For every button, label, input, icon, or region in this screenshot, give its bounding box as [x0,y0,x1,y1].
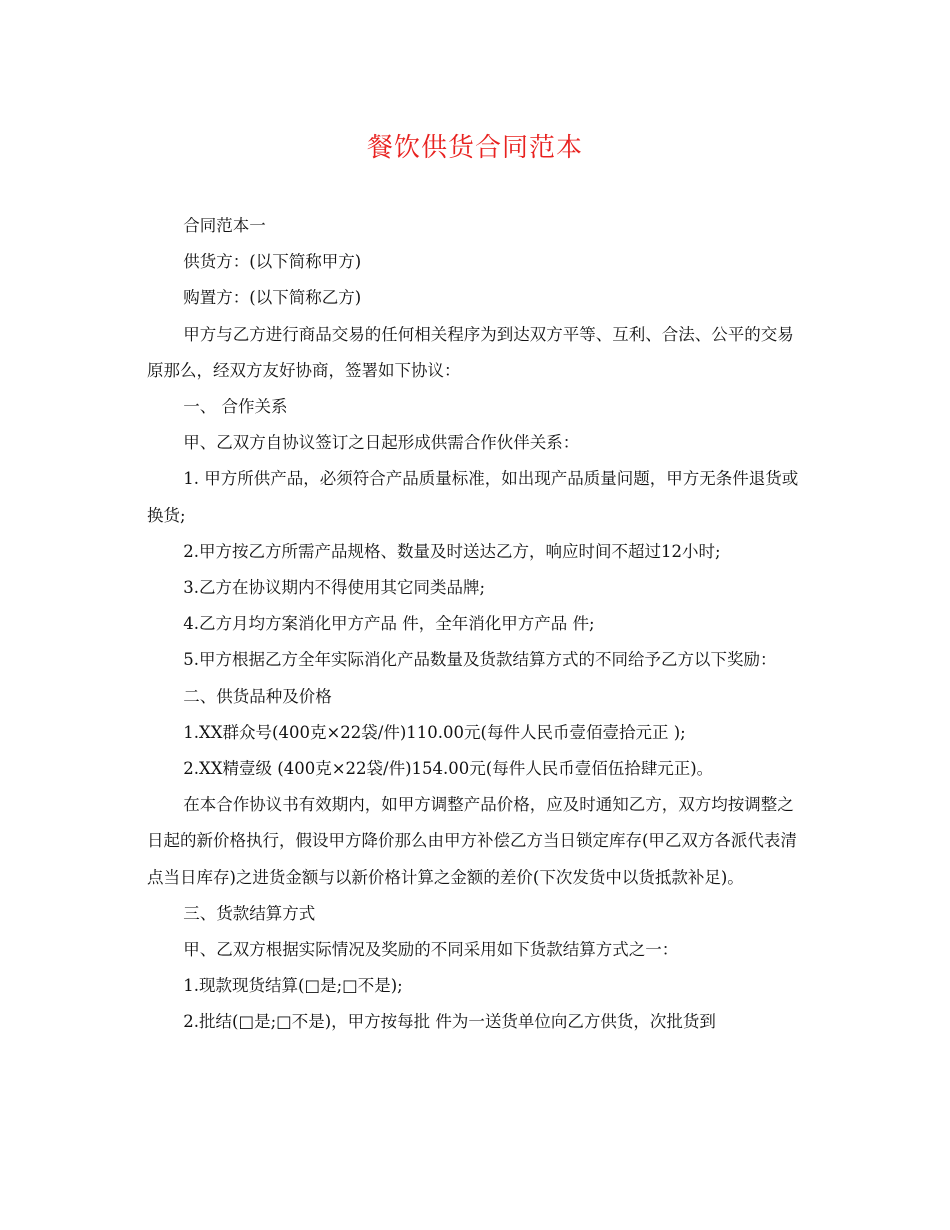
paragraph-preamble: 甲方与乙方进行商品交易的任何相关程序为到达双方平等、互利、合法、公平的交易原那么，经双方友好协商，签署如下协议： [147,324,794,380]
clause-5-rewards: 5.甲方根据乙方全年实际消化产品数量及货款结算方式的不同给予乙方以下奖励： [183,650,777,670]
price-item-2: 2.XX精壹级 (400克×22袋/件)154.00元(每件人民币壹佰伍拾肆元正)。 [183,759,714,779]
paragraph-price-adjustment: 在本合作协议书有效期内，如甲方调整产品价格，应及时通知乙方，双方均按调整之日起的新价格执行，假设甲方降价那么由甲方补偿乙方当日锁定库存(甲乙双方各派代表清点当日库存)之进货金额与以新价格计算之金额的差价(下次发货中以货抵款补足)。 [147,795,797,887]
document-body [147,208,807,1041]
section-heading-products-prices: 二、供货品种及价格 [183,686,332,706]
paragraph-supplier: 供货方：(以下简称甲方) [183,252,362,272]
clause-4-consumption: 4.乙方月均方案消化甲方产品 件，全年消化甲方产品 件; [183,614,595,634]
section-heading-settlement: 三、货款结算方式 [183,903,316,923]
document-title: 餐饮供货合同范本 [366,133,583,163]
paragraph-partnership: 甲、乙双方自协议签订之日起形成供需合作伙伴关系： [183,433,580,453]
paragraph-contract-template-one: 合同范本一 [183,216,266,235]
clause-1-quality: 1. 甲方所供产品，必须符合产品质量标准，如出现产品质量问题，甲方无条件退货或换货; [147,469,799,525]
paragraph-settlement-intro: 甲、乙双方根据实际情况及奖励的不同采用如下货款结算方式之一： [183,940,679,960]
clause-3-exclusivity: 3.乙方在协议期内不得使用其它同类品牌; [183,578,486,598]
section-heading-cooperation: 一、 合作关系 [183,397,288,417]
clause-2-delivery: 2.甲方按乙方所需产品规格、数量及时送达乙方，响应时间不超过12小时; [183,541,721,561]
paragraph-purchaser: 购置方：(以下简称乙方) [183,288,362,308]
settlement-option-1: 1.现款现货结算(□是;□不是); [183,976,403,996]
settlement-option-2: 2.批结(□是;□不是)，甲方按每批 件为一送货单位向乙方供货，次批货到 [183,1012,716,1032]
price-item-1: 1.XX群众号(400克×22袋/件)110.00元(每件人民币壹佰壹拾元正 ); [183,722,686,742]
